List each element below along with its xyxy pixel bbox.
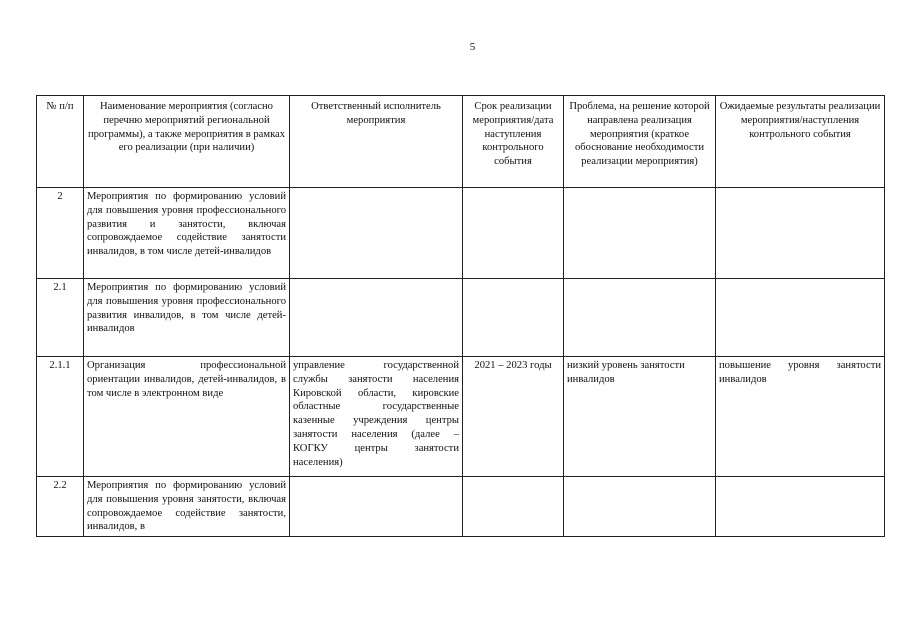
row-results bbox=[716, 188, 885, 279]
table-row bbox=[37, 357, 885, 477]
row-results bbox=[716, 477, 885, 537]
header-deadline: Срок реализации мероприятия/дата наступления контрольного события bbox=[463, 96, 564, 188]
row-deadline bbox=[463, 477, 564, 537]
row-executor bbox=[290, 477, 463, 537]
row-executor bbox=[290, 279, 463, 357]
header-name: Наименование мероприятия (согласно перечню мероприятий региональной программы), а также мероприятия в рамках его реализации (при наличии) bbox=[84, 96, 290, 188]
table-row bbox=[37, 188, 885, 279]
header-problem: Проблема, на решение которой направлена реализация мероприятия (краткое обоснование необходимости реализации мероприятия) bbox=[564, 96, 716, 188]
table-header-row bbox=[37, 96, 885, 188]
row-results: повышение уровня занятости инвалидов bbox=[716, 357, 885, 477]
table-row bbox=[37, 279, 885, 357]
row-name: Организация профессиональной ориентации инвалидов, детей-инвалидов, в том числе в электронном виде bbox=[84, 357, 290, 477]
header-executor: Ответственный исполнитель мероприятия bbox=[290, 96, 463, 188]
row-num: 2.1.1 bbox=[37, 357, 84, 477]
row-name: Мероприятия по формированию условий для повышения уровня профессионального развития и занятости, включая сопровождаемое содействие занятости инвалидов, в том числе детей-инвалидов bbox=[84, 188, 290, 279]
header-results: Ожидаемые результаты реализации мероприятия/наступления контрольного события bbox=[716, 96, 885, 188]
row-results bbox=[716, 279, 885, 357]
row-problem: низкий уровень занятости инвалидов bbox=[564, 357, 716, 477]
row-name: Мероприятия по формированию условий для повышения уровня профессионального развития инвалидов, в том числе детей-инвалидов bbox=[84, 279, 290, 357]
row-num: 2.2 bbox=[37, 477, 84, 537]
row-executor bbox=[290, 188, 463, 279]
row-problem bbox=[564, 188, 716, 279]
measures-table bbox=[36, 95, 885, 537]
row-problem bbox=[564, 477, 716, 537]
header-num: № п/п bbox=[37, 96, 84, 188]
row-deadline: 2021 – 2023 годы bbox=[463, 357, 564, 477]
page-number: 5 bbox=[469, 41, 476, 53]
row-name: Мероприятия по формированию условий для повышения уровня занятости, включая сопровождаемое содействие занятости, инвалидов, в bbox=[84, 477, 290, 537]
row-problem bbox=[564, 279, 716, 357]
row-deadline bbox=[463, 279, 564, 357]
row-num: 2.1 bbox=[37, 279, 84, 357]
row-deadline bbox=[463, 188, 564, 279]
table-row bbox=[37, 477, 885, 537]
row-num: 2 bbox=[37, 188, 84, 279]
row-executor: управление государственной службы занятости населения Кировской области, кировские областные государственные казенные учреждения центры занятости населения (далее – КОГКУ центры занятости населения) bbox=[290, 357, 463, 477]
